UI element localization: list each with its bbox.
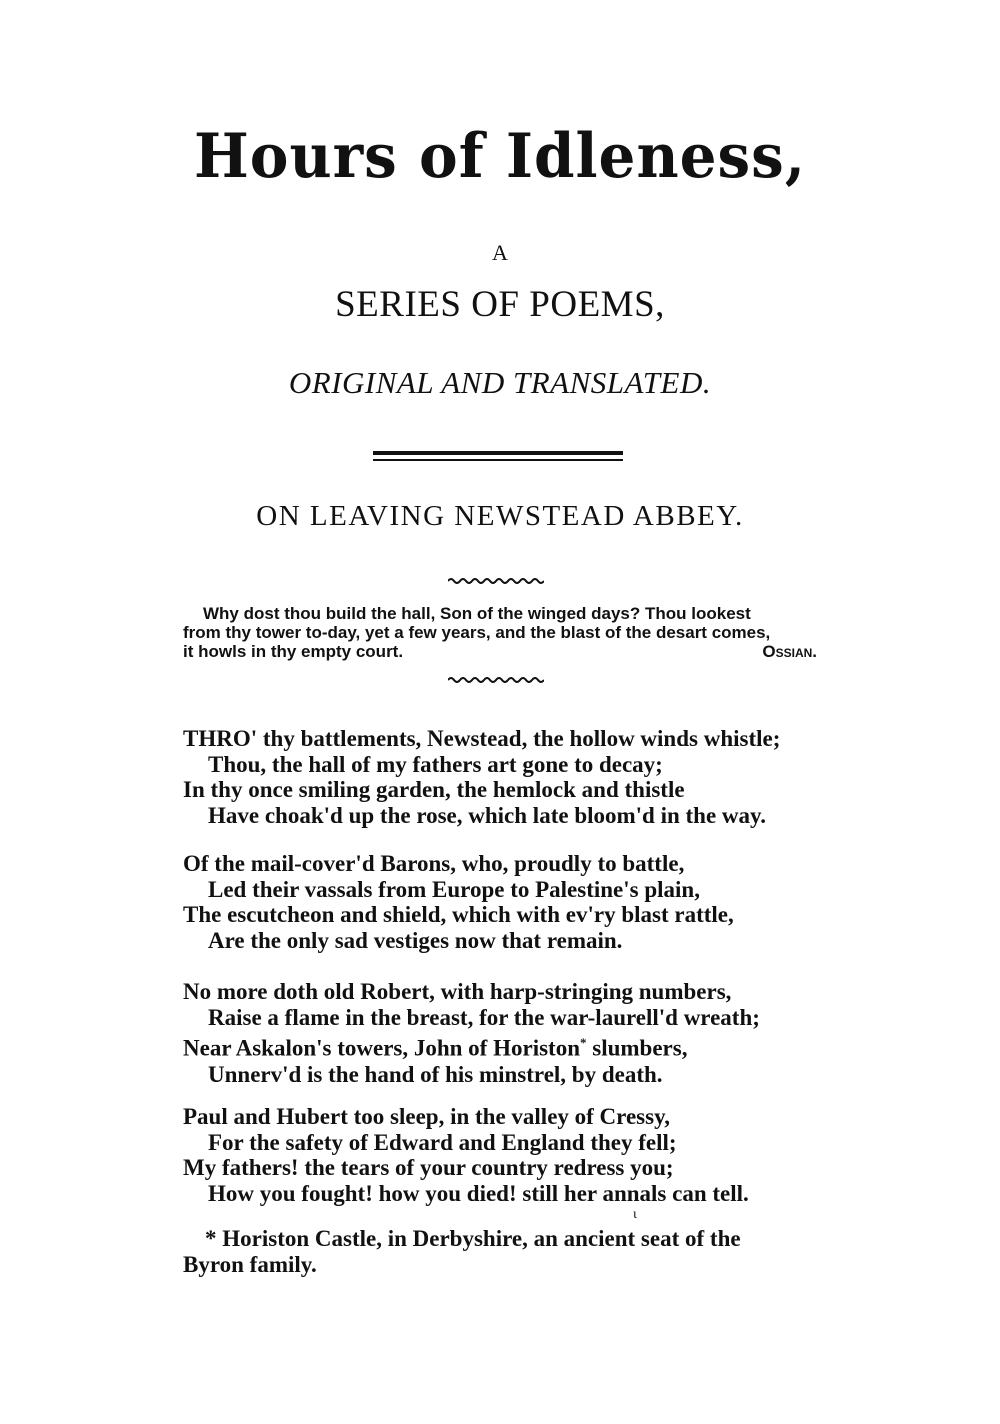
series-heading: SERIES OF POEMS,: [335, 284, 665, 325]
verse-line: Have choak'd up the rose, which late bloom'd in the way.: [208, 803, 767, 829]
book-title: Hours of Idleness,: [193, 120, 807, 192]
footnote-marker: *: [580, 1035, 587, 1051]
verse-line: Led their vassals from Europe to Palestine's plain,: [208, 876, 700, 902]
verse-line: [183, 1030, 823, 1061]
title-rule-thin: [373, 459, 623, 461]
stanza-1: [183, 726, 823, 829]
epigraph-line-2: from thy tower to-day, yet a few years, and the blast of the desart comes,: [183, 623, 771, 642]
verse-line: The escutcheon and shield, which with ev'ry blast rattle,: [183, 902, 734, 928]
epigraph-line-3: it howls in thy empty court.: [183, 642, 404, 661]
verse-line: In thy once smiling garden, the hemlock and thistle: [183, 777, 685, 803]
stanza-3: [183, 979, 823, 1087]
stanza-2: [183, 851, 823, 954]
verse-line: Paul and Hubert too sleep, in the valley of Cressy,: [183, 1104, 671, 1129]
verse-line-text-rest: slumbers,: [586, 1036, 688, 1062]
subtitle: ORIGINAL AND TRANSLATED.: [288, 365, 712, 400]
wavy-divider-top: [448, 577, 544, 585]
verse-line: How you fought! how you died! still her annals can tell.: [208, 1181, 749, 1207]
title-rule-thick: [373, 451, 623, 455]
verse-line: Raise a flame in the breast, for the war-laurell'd wreath;: [208, 1004, 760, 1030]
footnote-line-1: * Horiston Castle, in Derbyshire, an ancient seat of the: [205, 1226, 741, 1251]
title-article: A: [492, 240, 508, 265]
printer-mark: ɩ: [633, 1207, 637, 1222]
verse-line: Thou, the hall of my fathers art gone to decay;: [208, 751, 663, 777]
epigraph: [183, 604, 819, 661]
verse-line: Are the only sad vestiges now that remain.: [208, 928, 623, 954]
poem-title: ON LEAVING NEWSTEAD ABBEY.: [256, 500, 744, 532]
verse-line-text: Near Askalon's towers, John of Horiston: [183, 1036, 580, 1062]
verse-line: Unnerv'd is the hand of his minstrel, by death.: [208, 1061, 663, 1087]
verse-line: Of the mail-cover'd Barons, who, proudly to battle,: [183, 851, 685, 876]
verse-line: No more doth old Robert, with harp-stringing numbers,: [183, 979, 732, 1004]
stanza-4: [183, 1104, 823, 1207]
verse-line: For the safety of Edward and England they fell;: [208, 1129, 677, 1155]
epigraph-attribution: Ossian.: [762, 642, 817, 661]
footnote: [183, 1226, 823, 1278]
wavy-divider-bottom: [448, 676, 544, 684]
verse-line: THRO' thy battlements, Newstead, the hollow winds whistle;: [183, 726, 781, 751]
footnote-line-2: Byron family.: [183, 1252, 317, 1277]
epigraph-line-1: Why dost thou build the hall, Son of the winged days? Thou lookest: [203, 604, 751, 623]
verse-line: My fathers! the tears of your country redress you;: [183, 1155, 674, 1181]
